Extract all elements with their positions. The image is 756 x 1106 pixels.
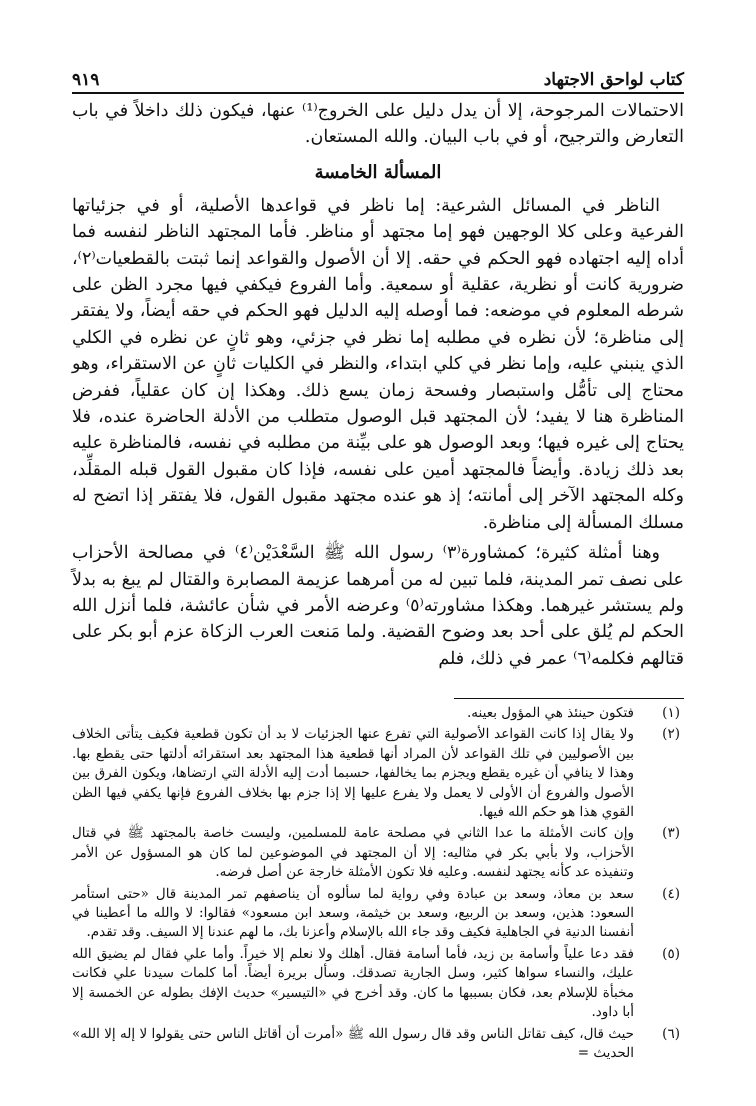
- footnote-item: [72, 824, 684, 882]
- paragraph-2: وهنا أمثلة كثيرة؛ كمشاورة⁽٣⁾ رسول الله ﷺ السَّعْدَيْن⁽٤⁾ في مصالحة الأحزاب على نصف تمر المدينة، فلما تبين له من أمرهما عزيمة المصابرة والقتال لم يبغ به بدلاً ولم يستشر غيرهما. وهكذا مشاورته⁽٥⁾ وعرضه الأمر في شأن عائشة، فلما أنزل الله الحكم لم يُلق على أحد بعد وضوح القضية. ولما مَنعت العرب الزكاة عزم أبو بكر على قتالهم فكلمه⁽٦⁾ عمر في ذلك، فلم: [72, 543, 684, 669]
- footnote-item: [72, 1025, 684, 1064]
- footnote-text: وإن كانت الأمثلة ما عدا الثاني في مصلحة عامة للمسلمين، وليست خاصة بالمجتهد ﷺ في قتال الأحزاب، ولا بأبي بكر في مثاليه: إلا أن المجتهد في الموضوعين لما كان هو المسؤول عن الأمر وتنفيذه عد كأنه يجتهد لنفسه. وعليه فلا تكون الأمثلة خارجة عن أصل فرضه.: [72, 825, 634, 881]
- footnote-text: فتكون حينئذ هي المؤول بعينه.: [467, 705, 634, 721]
- footnote-text: حيث قال، كيف تقاتل الناس وقد قال رسول الله ﷺ «أمرت أن أقاتل الناس حتى يقولوا لا إله إلا الله» الحديث =: [72, 1025, 634, 1061]
- footnote-number: (٢): [662, 726, 680, 743]
- footnote-number: (١): [662, 705, 680, 721]
- footnote-rule: [454, 698, 684, 699]
- footnote-text: فقد دعا علياً وأسامة بن زيد، فأما أسامة فقال. أهلك ولا نعلم إلا خيراً. وأما علي فقال لم يضيق الله عليك، والنساء سواها كثير، وسل الجارية تصدقك. وسأل بريرة أيضاً. أما كلمات سيدنا علي فكانت مخبأة للإسلام بعد، فكان بسببها ما كان. وقد أخرج في «التيسير» حديث الإفك بطوله عن الخمسة إلا أبا داود.: [72, 945, 634, 1021]
- main-text: [72, 98, 684, 672]
- footnote-number: (٣): [662, 825, 680, 842]
- footnote-text: سعد بن معاذ، وسعد بن عبادة وفي رواية لما سألوه أن يناصفهم تمر المدينة قال «حتى استأمر السعود: هذين، وسعد بن الربيع، وسعد بن خيثمة، وسعد ابن مسعود» فقالوا: لا والله ما أعطينا في أنفسنا الدنية في الجاهلية فكيف وقد جاء الله بالإسلام وأعزنا بك، ما لهم عندنا إلا السيف. وقد تقدم.: [72, 885, 634, 941]
- footnote-item: [72, 725, 684, 822]
- footnote-number: (٥): [662, 945, 680, 962]
- paragraph-continuation: الاحتمالات المرجوحة، إلا أن يدل دليل على الخروج⁽¹⁾ عنها، فيكون ذلك داخلاً في باب التعارض والترجيح، أو في باب البيان. والله المستعان.: [72, 101, 684, 148]
- footnote-text: ولا يقال إذا كانت القواعد الأصولية التي تفرع عنها الجزئيات لا بد أن تكون قطعية فكيف يتأتى الخلاف بين الأصوليين في تلك القواعد لأن المراد أنها قطعية هذا المجتهد بعد استقرائه أدلتها حتى يقطع بها. وهذا لا ينافي أن غيره يقطع ويجزم بما يخالفها، حسبما أدت إليه الأدلة التي ارتضاها، ويكون الفرق بين الأصول والفروع أن الأولى لا يعمل ولا يفرع عليها إلا إذا جزم بها بخلاف الفروع فإنها يكفي فيها الظن القوي هذا هو حكم الله فيها.: [72, 726, 634, 821]
- page-number: ٩١٩: [72, 70, 100, 90]
- paragraph-1: الناظر في المسائل الشرعية: إما ناظر في قواعدها الأصلية، أو في جزئياتها الفرعية وعلى كلا الوجهين فهو إما مجتهد أو مناظر. فأما المجتهد الناظر لنفسه فما أداه إليه اجتهاده فهو الحكم في حقه. إلا أن الأصول والقواعد إنما ثبتت بالقطعيات⁽٢⁾، ضرورية كانت أو نظرية، عقلية أو سمعية. وأما الفروع فيكفي فيها مجرد الظن على شرطه المعلوم في موضعه: فما أوصله إليه الدليل فهو الحكم في حقه أيضاً، ولا يفتقر إلى مناظرة؛ لأن نظره في مطلبه إما نظر في جزئي، وهو ثانٍ عن نظره في الكلي الذي ينبني عليه، وإما نظر في كلي ابتداء، والنظر في الكليات ثانٍ عن الاستقراء، وهو محتاج إلى تأمُّل واستبصار وفسحة زمان يسع ذلك. وهكذا إن كان عقلياً، ففرض المناظرة هنا لا يفيد؛ لأن المجتهد قبل الوصول متطلب من الأدلة الحاضرة عنده، فلا يحتاج إلى غيره فيها؛ وبعد الوصول هو على بيِّنة من مطلبه في نفسه، فالمناظرة عليه بعد ذلك زيادة. وأيضاً فالمجتهد أمين على نفسه، فإذا كان مقبول القول قبله المقلِّد، وكله المجتهد الآخر إلى أمانته؛ إذ هو عنده مجتهد مقبول القول، فلا يفتقر إذا اتضح له مسلك المسألة إلى مناظرة.: [72, 195, 684, 533]
- footnotes: [72, 704, 684, 1065]
- footnote-number: (٦): [662, 1025, 680, 1042]
- header-rule: [72, 92, 684, 94]
- book-title: كتاب لواحق الاجتهاد: [543, 70, 684, 90]
- footnote-item: [72, 885, 684, 943]
- footnote-item: [72, 704, 684, 723]
- section-heading: المسألة الخامسة: [314, 161, 442, 183]
- page-header: [72, 64, 684, 90]
- footnote-item: [72, 945, 684, 1023]
- footnote-number: (٤): [662, 885, 680, 902]
